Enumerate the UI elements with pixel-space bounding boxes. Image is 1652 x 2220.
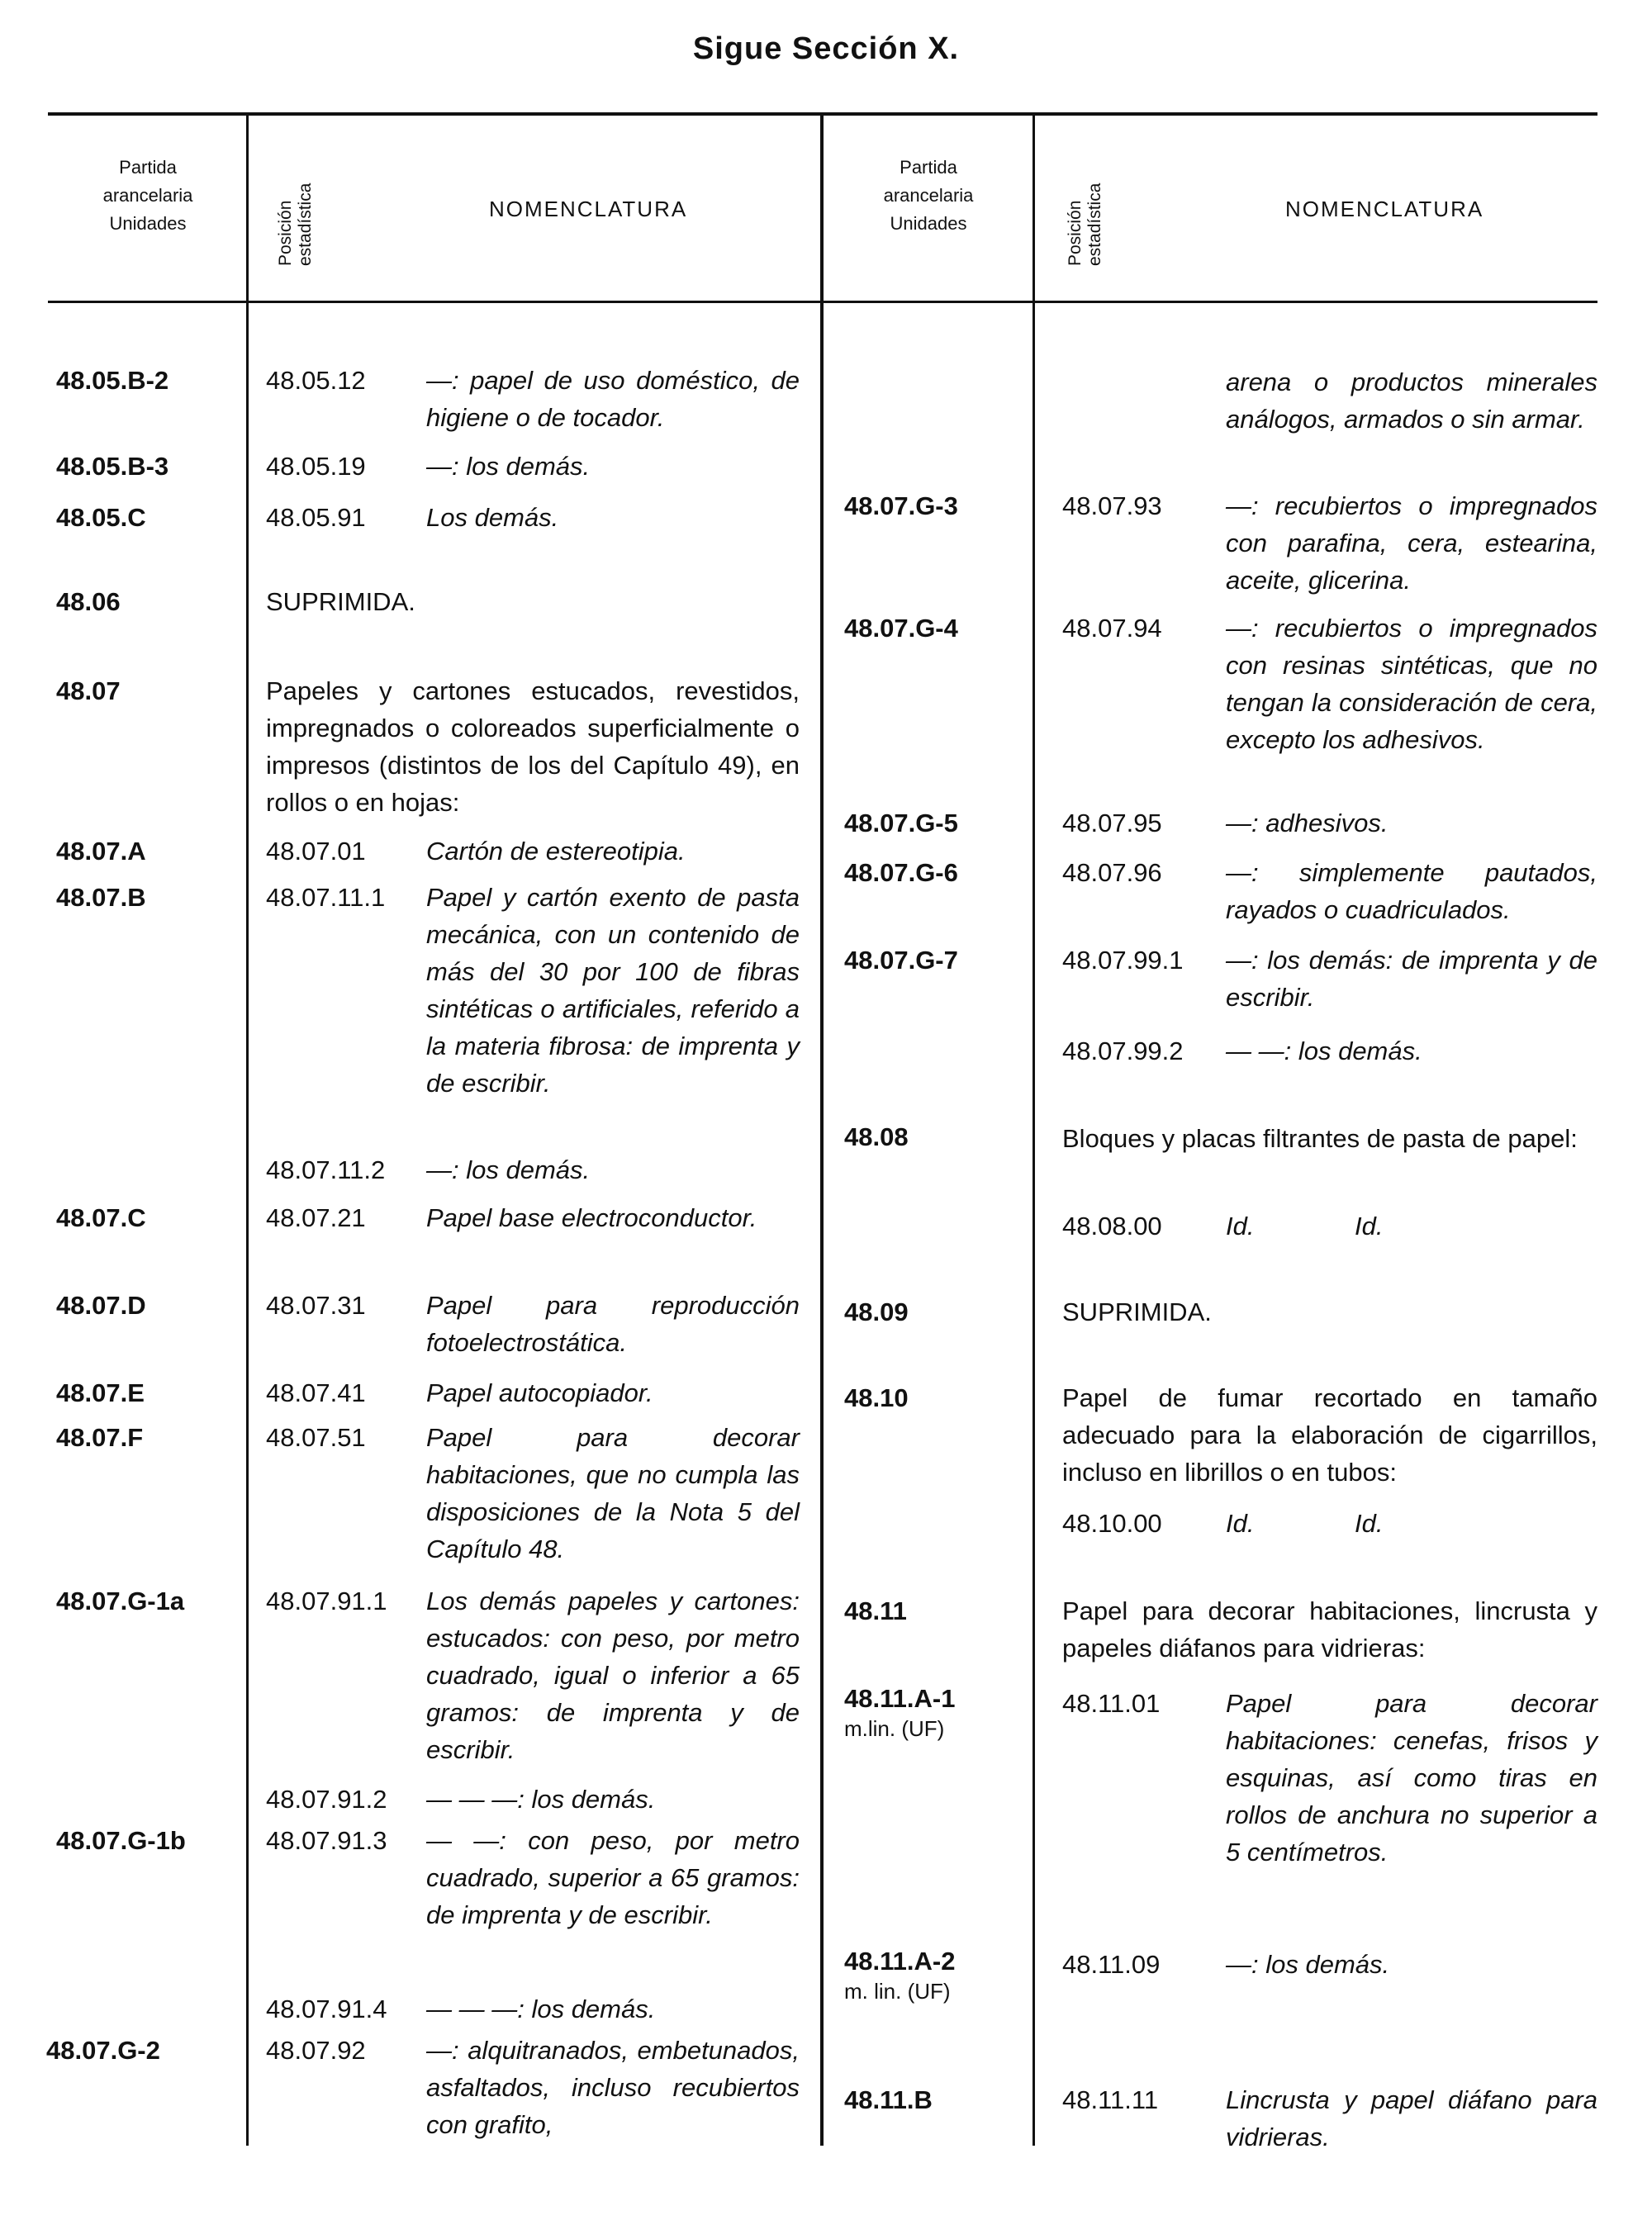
entry-text: —: los demás.: [1226, 1950, 1390, 1979]
header-partida: Partida arancelaria Unidades: [102, 157, 193, 234]
posicion-code: 48.07.91.1: [266, 1587, 387, 1615]
entry-text: Id.: [1226, 1509, 1255, 1538]
partida-code: 48.07.G-4: [844, 614, 958, 643]
entry-text: Papel para reproducción fotoelectrostática.: [426, 1291, 800, 1357]
posicion-code: 48.07.11.2: [266, 1155, 386, 1184]
entry-text: —: alquitranados, embetunados, asfaltados, incluso recubiertos con grafito,: [426, 2036, 800, 2139]
partida-code: 48.11.A-1: [844, 1684, 956, 1713]
entry-text: Papel para decorar habitaciones, que no cumpla las disposiciones de la Nota 5 del Capítulo 48.: [426, 1423, 800, 1563]
entry-text: Papel para decorar habitaciones: cenefas, frisos y esquinas, así como tiras en rollos de anchura no superior a 5 centímetros.: [1226, 1689, 1597, 1867]
partida-code: 48.07.G-1b: [56, 1826, 186, 1855]
entry-text: Id.: [1226, 1212, 1255, 1240]
posicion-code: 48.07.93: [1062, 491, 1162, 520]
posicion-code: 48.11.09: [1062, 1950, 1161, 1979]
posicion-code: 48.07.11.1: [266, 883, 386, 912]
entry-text: Cartón de estereotipia.: [426, 837, 686, 866]
partida-code: 48.07.G-6: [844, 858, 958, 887]
entry-text: Bloques y placas filtrantes de pasta de papel:: [1062, 1124, 1578, 1153]
entry-text: arena o productos minerales análogos, armados o sin armar.: [1226, 368, 1597, 434]
entry-text: —: los demás.: [426, 452, 591, 481]
partida-code: 48.07.D: [56, 1291, 146, 1320]
posicion-code: 48.07.99.1: [1062, 946, 1184, 975]
partida-code: 48.07.G-1a: [56, 1587, 185, 1615]
entry-text: Id.: [1355, 1212, 1384, 1240]
entry-text: —: adhesivos.: [1226, 809, 1389, 837]
entry-text: —: los demás: de imprenta y de escribir.: [1226, 946, 1597, 1012]
partida-code: 48.05.C: [56, 503, 146, 532]
partida-code: 48.06: [56, 587, 121, 616]
entry-text: Los demás.: [426, 503, 559, 532]
partida-code: 48.07.E: [56, 1378, 145, 1407]
posicion-code: 48.07.41: [266, 1378, 366, 1407]
partida-code: 48.05.B-2: [56, 366, 169, 395]
entry-text: — —: los demás.: [1226, 1036, 1422, 1065]
entry-text: Id.: [1355, 1509, 1384, 1538]
posicion-code: 48.10.00: [1062, 1509, 1162, 1538]
header-nomenclatura: NOMENCLATURA: [489, 197, 688, 221]
posicion-code: 48.07.95: [1062, 809, 1162, 837]
posicion-code: 48.11.01: [1062, 1689, 1161, 1718]
partida-code: 48.07.F: [56, 1423, 144, 1452]
partida-code: 48.07: [56, 676, 121, 705]
posicion-code: 48.07.94: [1062, 614, 1162, 643]
column-divider: [1032, 114, 1035, 2146]
partida-code: 48.07.A: [56, 837, 146, 866]
entry-text: Papel y cartón exento de pasta mecánica, con un contenido de más del 30 por 100 de fibras sintéticas o artificiales, referido a la materia fibrosa: de imprenta y de escribir.: [426, 883, 800, 1098]
partida-code: 48.11: [844, 1596, 907, 1625]
posicion-code: 48.07.99.2: [1062, 1036, 1184, 1065]
posicion-code: 48.07.91.3: [266, 1826, 387, 1855]
entry-text: —: los demás.: [426, 1155, 591, 1184]
posicion-code: 48.11.11: [1062, 2085, 1159, 2114]
page-title: Sigue Sección X.: [692, 31, 960, 66]
entry-text: Papel para decorar habitaciones, lincrusta y papeles diáfanos para vidrieras:: [1062, 1596, 1597, 1663]
posicion-code: 48.07.96: [1062, 858, 1162, 887]
header-posicion: Posición estadística: [276, 183, 315, 266]
partida-code: 48.10: [844, 1383, 909, 1412]
entry-text: — — —: los demás.: [426, 1995, 656, 2023]
partida-code: 48.07.B: [56, 883, 146, 912]
entry-text: Los demás papeles y cartones: estucados: con peso, por metro cuadrado, igual o inferior a 65 gramos: de imprenta y de escribir.: [426, 1587, 800, 1764]
center-divider: [820, 114, 824, 2146]
partida-code: 48.07.G-5: [844, 809, 958, 837]
partida-code: 48.08: [844, 1122, 909, 1151]
partida-code: 48.07.C: [56, 1203, 146, 1232]
partida-code: 48.05.B-3: [56, 452, 169, 481]
partida-code: 48.11.B: [844, 2085, 933, 2114]
entry-text: — — —: los demás.: [426, 1785, 656, 1814]
posicion-code: 48.07.51: [266, 1423, 366, 1452]
posicion-code: 48.05.19: [266, 452, 366, 481]
partida-code: 48.07.G-2: [46, 2036, 160, 2065]
entry-text: SUPRIMIDA.: [1062, 1297, 1212, 1326]
entry-text: —: recubiertos o impregnados con parafina, cera, estearina, aceite, glicerina.: [1226, 491, 1597, 595]
entry-text: Papel de fumar recortado en tamaño adecuado para la elaboración de cigarrillos, incluso en librillos o en tubos:: [1062, 1383, 1597, 1487]
entry-text: — —: con peso, por metro cuadrado, superior a 65 gramos: de imprenta y de escribir.: [426, 1826, 800, 1929]
posicion-code: 48.07.91.2: [266, 1785, 387, 1814]
header-partida: Partida arancelaria Unidades: [883, 157, 974, 234]
posicion-code: 48.07.31: [266, 1291, 366, 1320]
entry-text: —: recubiertos o impregnados con resinas sintéticas, que no tengan la consideración de cera, excepto los adhesivos.: [1226, 614, 1597, 754]
posicion-code: 48.05.91: [266, 503, 366, 532]
unit-label: m.lin. (UF): [844, 1716, 945, 1741]
entry-text: —: papel de uso doméstico, de higiene o de tocador.: [426, 366, 800, 432]
posicion-code: 48.08.00: [1062, 1212, 1162, 1240]
partida-code: 48.09: [844, 1297, 909, 1326]
partida-code: 48.07.G-7: [844, 946, 958, 975]
posicion-code: 48.07.91.4: [266, 1995, 387, 2023]
partida-code: 48.11.A-2: [844, 1947, 956, 1976]
entry-text: —: simplemente pautados, rayados o cuadriculados.: [1226, 858, 1597, 924]
posicion-code: 48.07.92: [266, 2036, 366, 2065]
unit-label: m. lin. (UF): [844, 1979, 951, 2004]
entry-text: SUPRIMIDA.: [266, 587, 415, 616]
entry-text: Papel base electroconductor.: [426, 1203, 757, 1232]
header-nomenclatura: NOMENCLATURA: [1285, 197, 1484, 221]
header-posicion: Posición estadística: [1066, 183, 1104, 266]
entry-text: Papel autocopiador.: [426, 1378, 653, 1407]
partida-code: 48.07.G-3: [844, 491, 958, 520]
posicion-code: 48.05.12: [266, 366, 366, 395]
posicion-code: 48.07.01: [266, 837, 366, 866]
column-divider: [246, 114, 249, 2146]
entry-text: Lincrusta y papel diáfano para vidrieras.: [1226, 2085, 1597, 2151]
posicion-code: 48.07.21: [266, 1203, 366, 1232]
entry-text: Papeles y cartones estucados, revestidos, impregnados o coloreados superficialmente o impresos (distintos de los del Capítulo 49), en rollos o en hojas:: [266, 676, 800, 817]
